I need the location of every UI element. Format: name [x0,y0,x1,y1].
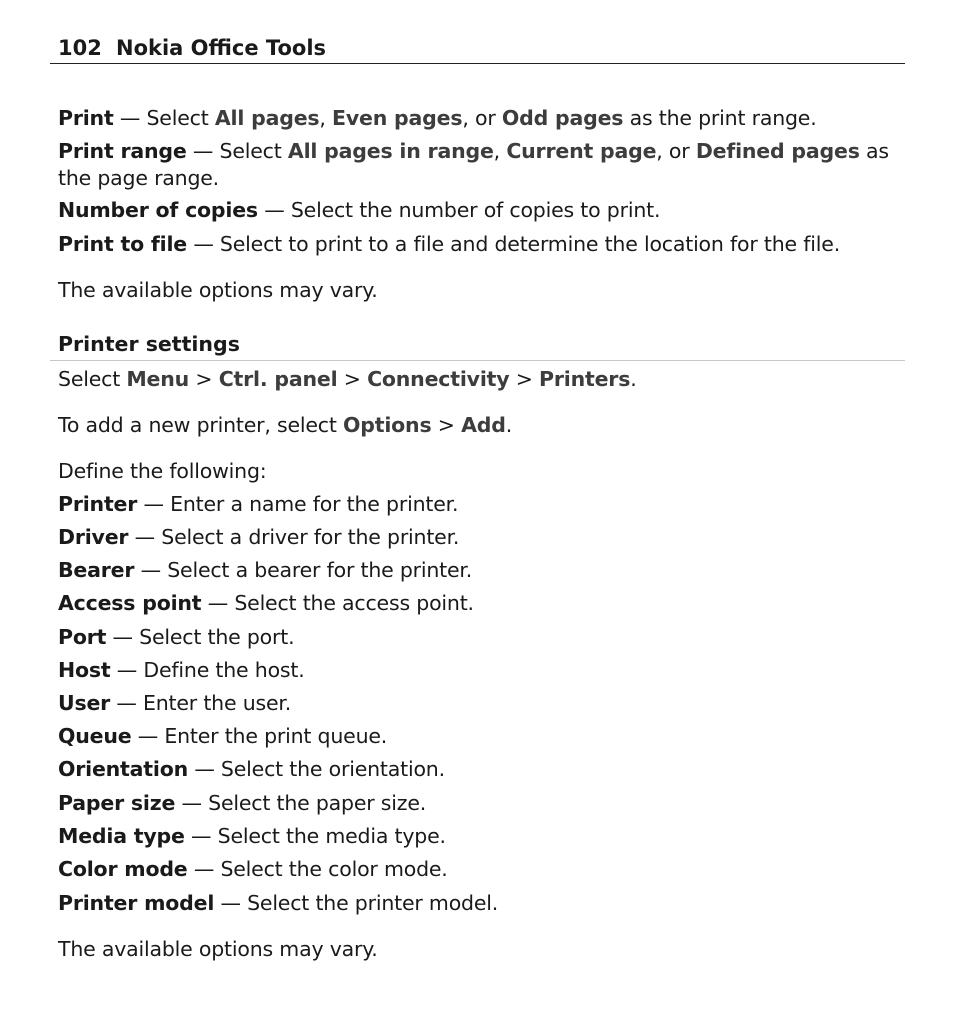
term-printer-model: Printer model [58,891,215,915]
term-bearer: Bearer [58,558,135,582]
menu-item-ctrl-panel: Ctrl. panel [218,367,338,391]
term-orientation: Orientation [58,757,188,781]
page-header [50,34,905,64]
term-media-type: Media type [58,824,185,848]
section-heading-text: Printer settings [58,332,240,356]
term-user: User [58,691,111,715]
field-line: Media type — Select the media type. [58,824,446,848]
section-heading [50,330,905,361]
field-line: Queue — Enter the print queue. [58,724,388,748]
menu-item-menu: Menu [126,367,190,391]
print-to-file-line: Print to file — Select to print to a file and determine the location for the file. [58,232,841,256]
term-queue: Queue [58,724,132,748]
option-even-pages: Even pages [332,106,463,130]
chapter-title: Nokia Office Tools [116,36,327,60]
term-host: Host [58,658,111,682]
option-all-pages-in-range: All pages in range [287,139,494,163]
menu-item-connectivity: Connectivity [367,367,510,391]
field-line: Host — Define the host. [58,658,305,682]
option-current-page: Current page [506,139,657,163]
term-print-to-file: Print to file [58,232,187,256]
term-number-of-copies: Number of copies [58,198,258,222]
term-printer: Printer [58,492,138,516]
options-note-2: The available options may vary. [58,937,378,961]
menu-path-line: Select Menu > Ctrl. panel > Connectivity > Printers. [58,367,637,391]
print-option-line: Print — Select All pages, Even pages, or Odd pages as the print range. [58,106,817,130]
option-all-pages: All pages [214,106,320,130]
term-print-range: Print range [58,139,187,163]
field-line: Driver — Select a driver for the printer. [58,525,460,549]
number-of-copies-line: Number of copies — Select the number of copies to print. [58,198,661,222]
define-intro: Define the following: [58,459,267,483]
term-access-point: Access point [58,591,202,615]
menu-item-printers: Printers [539,367,631,391]
menu-item-add: Add [461,413,506,437]
term-print: Print [58,106,114,130]
field-line: Port — Select the port. [58,625,295,649]
term-port: Port [58,625,107,649]
page-number: 102 [58,36,102,60]
field-line: Printer — Enter a name for the printer. [58,492,459,516]
option-odd-pages: Odd pages [501,106,624,130]
menu-item-options: Options [343,413,432,437]
add-printer-line: To add a new printer, select Options > Add. [58,413,513,437]
option-defined-pages: Defined pages [695,139,860,163]
field-line: Bearer — Select a bearer for the printer. [58,558,473,582]
term-driver: Driver [58,525,129,549]
options-note: The available options may vary. [58,278,378,302]
field-line: Paper size — Select the paper size. [58,791,427,815]
field-line: Orientation — Select the orientation. [58,757,445,781]
field-line: Access point — Select the access point. [58,591,474,615]
print-range-line: Print range — Select All pages in range, Current page, or Defined pages as the page range. [58,139,889,190]
field-line: User — Enter the user. [58,691,292,715]
term-color-mode: Color mode [58,857,188,881]
field-line: Color mode — Select the color mode. [58,857,448,881]
term-paper-size: Paper size [58,791,176,815]
field-line: Printer model — Select the printer model. [58,891,499,915]
